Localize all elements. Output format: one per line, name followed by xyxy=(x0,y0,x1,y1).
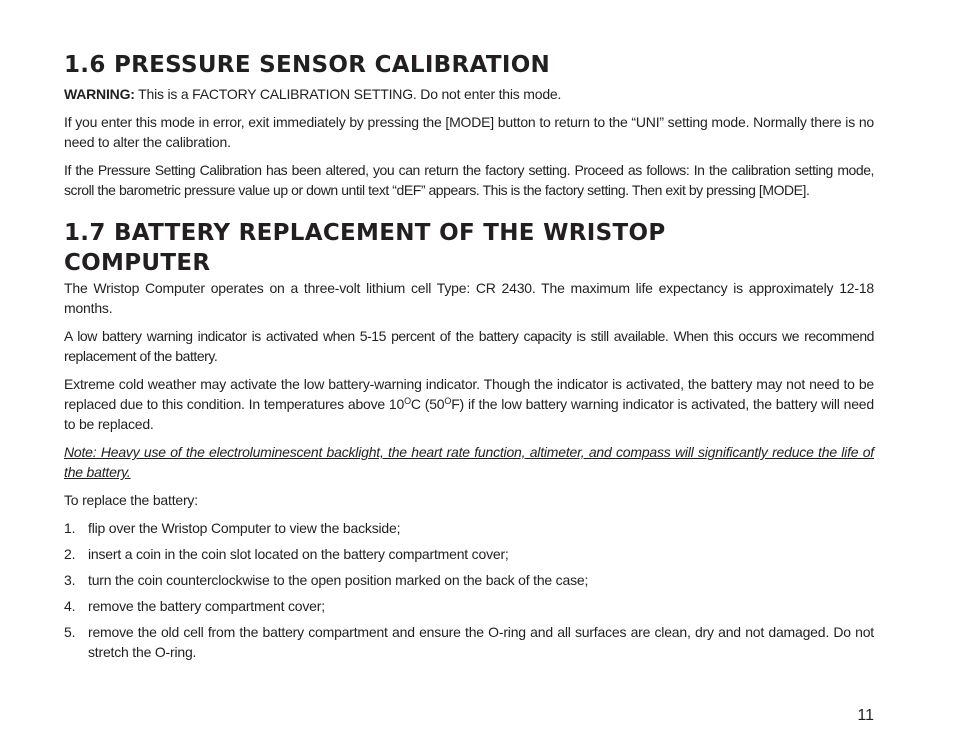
warning-text: This is a FACTORY CALIBRATION SETTING. Do not enter this mode. xyxy=(134,86,562,102)
battery-paragraph-2: A low battery warning indicator is activated when 5-15 percent of the battery capacity is still available. When this occurs we recommend replacement of the battery. xyxy=(64,328,874,364)
warning-paragraph xyxy=(64,84,874,104)
list-item xyxy=(64,622,874,662)
section-heading-pressure-calibration: 1.6 PRESSURE SENSOR CALIBRATION xyxy=(64,52,551,78)
battery-paragraph-3-part-b: C (50 xyxy=(410,396,445,412)
steps-intro: To replace the battery: xyxy=(64,492,198,508)
list-item xyxy=(64,596,874,616)
manual-page xyxy=(64,50,874,668)
step-number: 2. xyxy=(64,546,76,562)
list-item xyxy=(64,570,874,590)
list-item xyxy=(64,518,874,538)
step-number: 5. xyxy=(64,624,76,640)
step-number: 4. xyxy=(64,598,76,614)
battery-paragraph-3-part-c: F) if the low battery warning indicator is activated, the battery will need to be replaced. xyxy=(64,396,874,432)
list-item xyxy=(64,544,874,564)
battery-paragraph-1: The Wristop Computer operates on a three-volt lithium cell Type: CR 2430. The maximum life expectancy is approximately 12-18 months. xyxy=(64,280,874,316)
battery-paragraph-3 xyxy=(64,374,874,434)
step-text: remove the old cell from the battery compartment and ensure the O-ring and all surfaces are clean, dry and not damaged. Do not stretch the O-ring. xyxy=(88,624,874,660)
step-text: insert a coin in the coin slot located on the battery compartment cover; xyxy=(88,546,509,562)
step-text: remove the battery compartment cover; xyxy=(88,598,325,614)
degree-symbol-celsius: O xyxy=(404,396,411,406)
step-number: 1. xyxy=(64,520,76,536)
section-heading-battery-replacement: 1.7 BATTERY REPLACEMENT OF THE WRISTOP COMPUTER xyxy=(64,220,666,276)
step-number: 3. xyxy=(64,572,76,588)
replacement-steps-list xyxy=(64,518,874,662)
battery-note: Note: Heavy use of the electroluminescent backlight, the heart rate function, altimeter, and compass will significantly reduce the life of the battery. xyxy=(64,444,874,480)
step-text: flip over the Wristop Computer to view the backside; xyxy=(88,520,401,536)
page-number: 11 xyxy=(857,707,874,724)
battery-paragraph-3-part-a: Extreme cold weather may activate the low battery-warning indicator. Though the indicator is activated, the battery may not need to be replaced due to this condition. In temperatures above 10 xyxy=(64,376,874,412)
warning-label: WARNING: xyxy=(64,86,135,102)
calibration-paragraph-1: If you enter this mode in error, exit immediately by pressing the [MODE] button to return to the “UNI” setting mode. Normally there is no need to alter the calibration. xyxy=(64,114,874,150)
step-text: turn the coin counterclockwise to the open position marked on the back of the case; xyxy=(88,572,589,588)
calibration-paragraph-2: If the Pressure Setting Calibration has been altered, you can return the factory setting. Proceed as follows: In the calibration setting mode, scroll the barometric pressure value up or down until text “dEF” appears. This is the factory setting. Then exit by pressing [MODE]. xyxy=(64,162,874,198)
degree-symbol-fahrenheit: O xyxy=(444,396,452,406)
